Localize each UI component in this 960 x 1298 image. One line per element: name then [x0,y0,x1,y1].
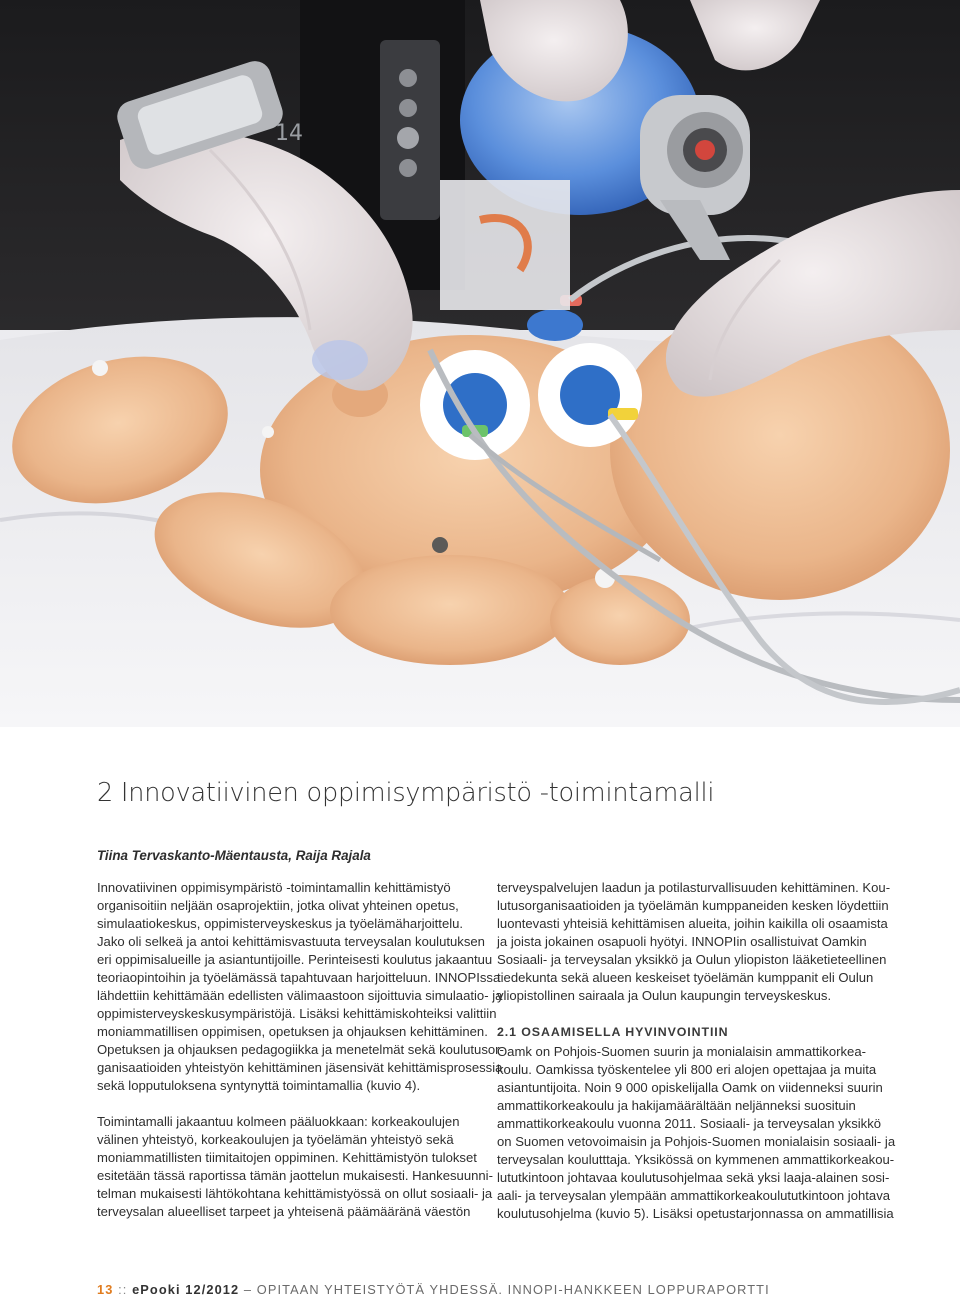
text-line: aali- ja terveysalan ylempään ammattikorkeakoulututkintoon johtava [497,1188,891,1203]
text-line: moniammatillisten tiimitaitojen oppiminen. Kehittämistyön tulokset [97,1150,477,1165]
text-line: luontevasti yhteisiä kehittämisen alueita, joihin kaikilla oli osaamista [497,916,888,931]
paragraph-spacer [497,1005,872,1023]
publication-name: ePooki 12/2012 [132,1282,240,1297]
section-heading: 2.1 OSAAMISELLA HYVINVOINTIIN [497,1025,729,1039]
text-line: telman mukaisesti lähtökohtana kehittämistyössä on ollut sosiaali- ja [97,1186,493,1201]
left-paragraph-2 [97,1113,492,1221]
page-footer [97,1282,770,1297]
text-line: lähdettiin kehittämään edellisten välimaastoon sijoittuvia simulaatio- ja [97,988,503,1003]
text-line: teoriaopintoihin ja työelämässä tapahtuvaan harjoitteluun. INNOPIssa [97,970,501,985]
footer-separator: :: [118,1282,128,1297]
text-line: Jako oli selkeä ja antoi kehittämisvastuuta terveysalan koulutuksen [97,934,485,949]
right-paragraph-1 [497,879,891,1005]
text-line: koulu. Oamkissa työskentelee yli 800 eri alojen opettajaa ja muita [497,1062,877,1077]
text-line: Oamk on Pohjois-Suomen suurin ja monialaisin ammattikorkea- [497,1044,866,1059]
text-line: simulaatiokeskus, oppimisterveyskeskus ja työelämäharjoittelu. [97,916,464,931]
text-line: Innovatiivinen oppimisympäristö -toimintamallin kehittämistyö [97,880,451,895]
text-line: moniammatillisen oppimisen, opetuksen ja ohjauksen kehittäminen. [97,1024,488,1039]
left-paragraph-1 [97,879,504,1095]
text-line: tiedekunta sekä alueen keskeiset työelämän kumppanit eli Oulun [497,970,874,985]
report-subtitle: OPITAAN YHTEISTYÖTÄ YHDESSÄ. INNOPI-HANKKEEN LOPPURAPORTTI [256,1282,770,1297]
text-line: Toimintamalli jakaantuu kolmeen pääluokkaan: korkeakoulujen [97,1114,460,1129]
text-line: ja joista jokainen osapuoli hyötyi. INNOPIin osallistuivat Oamkin [497,934,867,949]
text-line: on Suomen vetovoimaisin ja Pohjois-Suomen monialaisin sosiaali- ja [497,1134,896,1149]
text-line: asiantuntijoita. Noin 9 000 opiskelijalla Oamk on viidenneksi suurin [497,1080,883,1095]
left-text-column [97,879,504,1221]
text-line: ganisaatioiden yhteistyön kehittäminen jäsensivät kehittämisprosessia [97,1060,503,1075]
right-text-column [497,879,896,1223]
text-line: yliopistollinen sairaala ja Oulun kaupungin terveyskeskus. [497,988,832,1003]
right-paragraph-2 [497,1043,896,1223]
text-line: lututkintoon johtavaa koulutusohjelmaa sekä yksi laaja-alainen sosi- [497,1170,890,1185]
text-line: eri oppimisalueille ja asiantuntijoille. Perinteisesti koulutus jakaantuu [97,952,493,967]
text-line: välinen yhteistyö, korkeakoulujen ja työelämän yhteistyö sekä [97,1132,454,1147]
text-line: terveysalan alueelliset tarpeet ja yhteisenä päämääränä väestön [97,1204,471,1219]
text-line: ammattikorkeakoulu ja hakijamäärältään neljänneksi suosituin [497,1098,856,1113]
text-line: koulutusohjelma (kuvio 5). Lisäksi opetustarjonnassa on ammatillisia [497,1206,894,1221]
text-line: organisoitiin neljään osaprojektiin, jotka olivat yhteinen opetus, [97,898,459,913]
chapter-title: 2 Innovatiivinen oppimisympäristö -toimintamalli [97,778,715,808]
text-line: Opetuksen ja ohjauksen pedagogiikka ja menetelmät sekä koulutusor- [97,1042,504,1057]
wristwatch-numeral: 14 [275,121,303,146]
page-number: 13 [97,1282,114,1297]
paragraph-spacer [97,1095,492,1113]
text-line: lutusorganisaatioiden ja työelämän kumppaneiden kesken löydettiin [497,898,889,913]
text-line: oppimisterveyskeskusympäristöjä. Lisäksi kehittämiskohteiksi valittiin [97,1006,497,1021]
footer-dash: – [243,1282,253,1297]
text-line: terveyspalvelujen laadun ja potilasturvallisuuden kehittäminen. Kou- [497,880,891,895]
text-line: terveysalan koulutttaja. Yksikössä on kymmenen ammattikorkeakou- [497,1152,895,1167]
text-line: esitetään tässä raportissa tämän jaottelun mukaisesti. Hankesuunni- [97,1168,493,1183]
chapter-authors: Tiina Tervaskanto-Mäentausta, Raija Rajala [97,848,371,863]
text-line: Sosiaali- ja terveysalan yksikkö ja Oulun yliopiston lääketieteellinen [497,952,887,967]
text-line: ammattikorkeakoulu vuonna 2011. Sosiaali- ja terveysalan yksikkö [497,1116,882,1131]
text-line: sekä lopputuloksena syntynyttä toimintamallia (kuvio 4). [97,1078,421,1093]
